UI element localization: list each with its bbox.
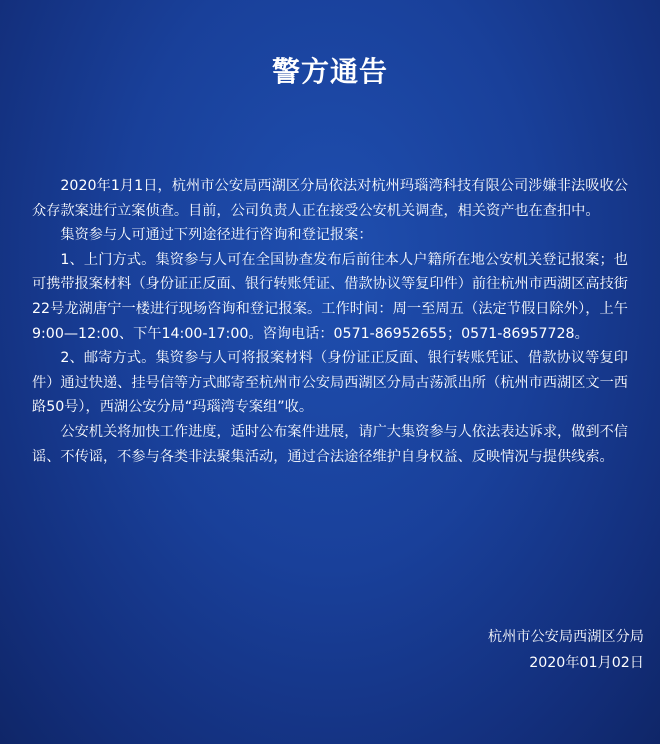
notice-body — [32, 174, 628, 469]
notice-paragraph-mail: 2、邮寄方式。集资参与人可将报案材料（身份证正反面、银行转账凭证、借款协议等复印件）通过快递、挂号信等方式邮寄至杭州市公安局西湖区分局古荡派出所（杭州市西湖区文一西路50号），西湖公安分局“玛瑙湾专案组”收。 — [32, 350, 628, 416]
notice-title: 警方通告 — [271, 55, 388, 88]
notice-paragraph-channels-intro: 集资参与人可通过下列途径进行咨询和登记报案： — [60, 227, 373, 244]
notice-paragraph-case: 2020年1月1日，杭州市公安局西湖区分局依法对杭州玛瑙湾科技有限公司涉嫌非法吸收公众存款案进行立案侦查。目前，公司负责人正在接受公安机关调查，相关资产也在查扣中。 — [32, 178, 628, 219]
notice-signature — [488, 624, 644, 676]
notice-paragraph-appeal: 公安机关将加快工作进度，适时公布案件进展，请广大集资参与人依法表达诉求，做到不信谣、不传谣，不参与各类非法聚集活动，通过合法途径维护自身权益、反映情况与提供线索。 — [32, 423, 628, 465]
issuer-name: 杭州市公安局西湖区分局 — [487, 629, 644, 645]
issue-date: 2020年01月02日 — [529, 655, 644, 671]
notice-paragraph-in-person: 1、上门方式。集资参与人可在全国协查发布后前往本人户籍所在地公安机关登记报案；也可携带报案材料（身份证正反面、银行转账凭证、借款协议等复印件）前往杭州市西湖区高技街22号龙湖唐宁一楼进行现场咨询和登记报案。工作时间：周一至周五（法定节假日除外），上午9:00—12:00、下午14:00-17:00。咨询电话：0571-86952655；0571-86957728。 — [32, 251, 628, 342]
